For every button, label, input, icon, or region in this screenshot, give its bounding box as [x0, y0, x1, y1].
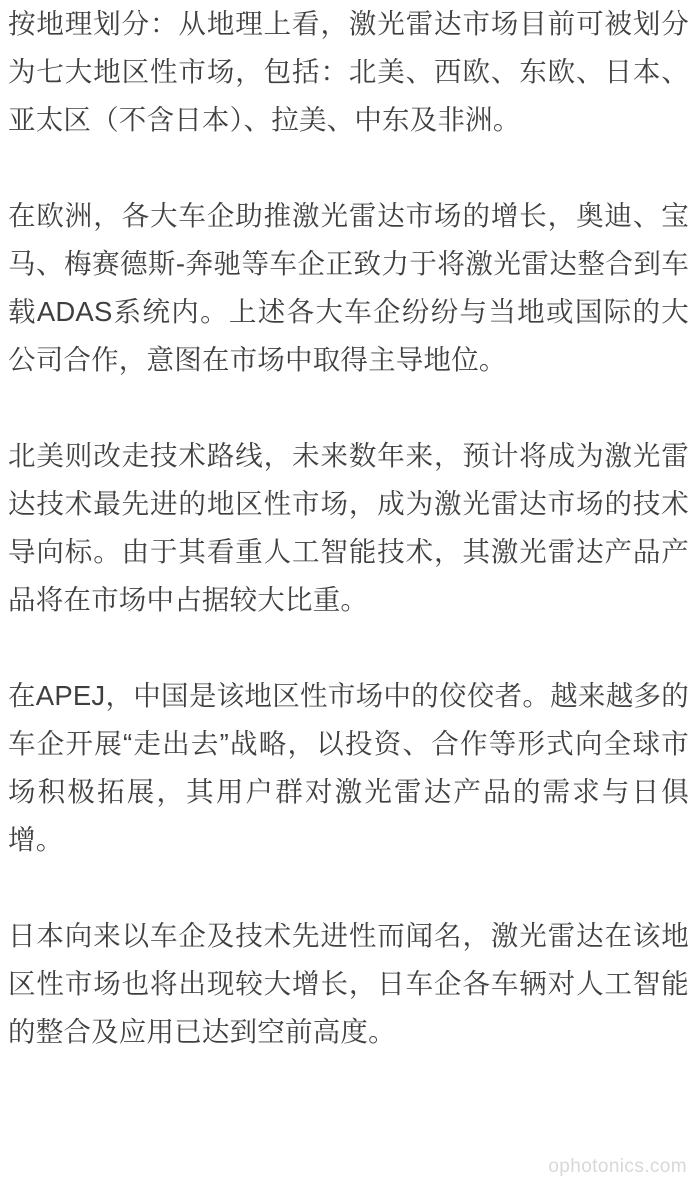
paragraph: 日本向来以车企及技术先进性而闻名，激光雷达在该地区性市场也将出现较大增长，日车企各车辆对人工智能的整合及应用已达到空前高度。: [8, 920, 689, 1047]
paragraph: 按地理划分：从地理上看，激光雷达市场目前可被划分为七大地区性市场，包括：北美、西欧、东欧、日本、亚太区（不含日本）、拉美、中东及非洲。: [8, 8, 689, 135]
paragraph: 在欧洲，各大车企助推激光雷达市场的增长，奥迪、宝马、梅赛德斯-奔驰等车企正致力于将激光雷达整合到车载ADAS系统内。上述各大车企纷纷与当地或国际的大公司合作，意图在市场中取得主导地位。: [8, 200, 689, 375]
paragraph: 北美则改走技术路线，未来数年来，预计将成为激光雷达技术最先进的地区性市场，成为激光雷达市场的技术导向标。由于其看重人工智能技术，其激光雷达产品产品将在市场中占据较大比重。: [8, 440, 689, 615]
paragraph: 在APEJ，中国是该地区性市场中的佼佼者。越来越多的车企开展“走出去”战略，以投资、合作等形式向全球市场积极拓展，其用户群对激光雷达产品的需求与日俱增。: [8, 680, 689, 855]
watermark: ophotonics.com: [548, 1156, 687, 1177]
